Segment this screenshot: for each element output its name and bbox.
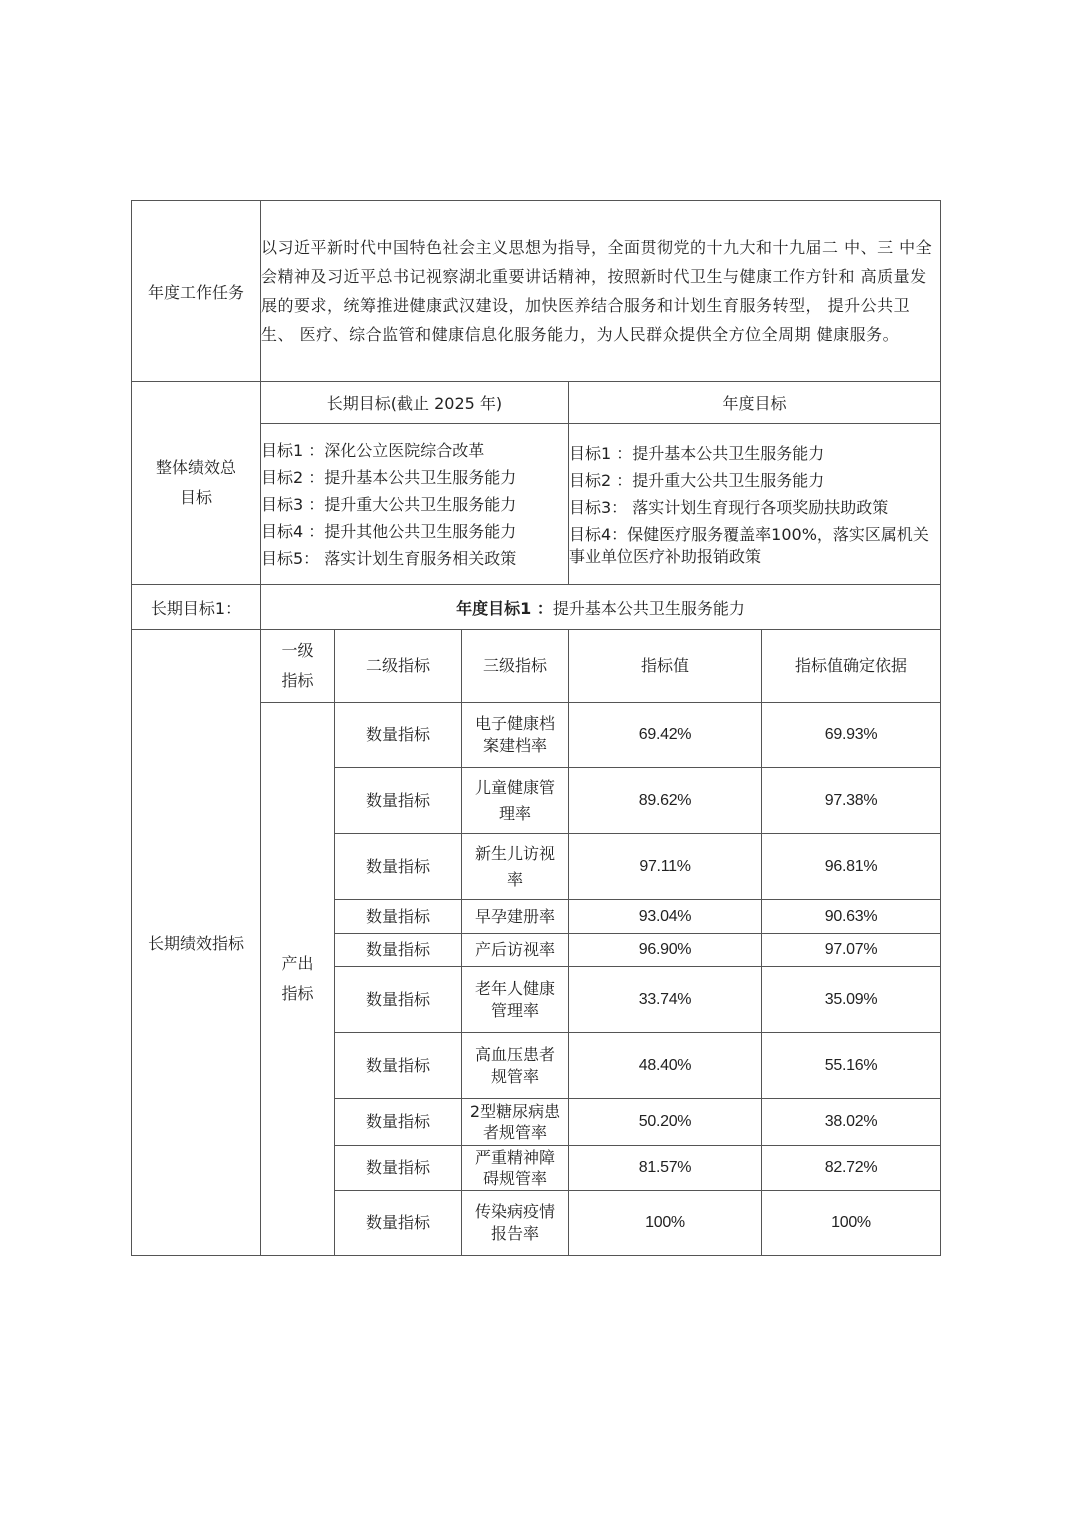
level3-text: 2型糖尿病患者规管率 [469,1102,561,1142]
level3-cell [462,967,569,1033]
basis-cell: 69.93% [762,703,941,768]
annual-goal-item: 目标4：保健医疗服务覆盖率100%，落实区属机关事业单位医疗补助报销政策 [569,525,929,566]
basis-cell: 38.02% [762,1099,941,1146]
long-term-goal-item: 目标2 ：提升基本公共卫生服务能力 [261,467,517,487]
level2-cell: 数量指标 [335,967,462,1033]
performance-table [131,200,941,1256]
overall-header-row [132,382,941,424]
level3-cell: 产后访视率 [462,934,569,967]
level2-cell: 数量指标 [335,934,462,967]
goal-row [132,585,941,630]
annual-goal-1-text: 提升基本公共卫生服务能力 [552,598,745,618]
level1-header-text: 一级指标 [281,641,314,690]
long-term-goal-header: 长期目标(截止 2025 年) [261,382,569,424]
value-cell: 93.04% [569,900,762,934]
level3-cell [462,1099,569,1146]
level1-value [261,703,335,1256]
level2-cell: 数量指标 [335,768,462,834]
value-cell: 81.57% [569,1146,762,1191]
long-term-goal-1-label: 长期目标1： [132,585,261,630]
level3-header: 三级指标 [462,630,569,703]
task-label: 年度工作任务 [132,201,261,382]
level3-cell [462,1033,569,1099]
level2-header: 二级指标 [335,630,462,703]
basis-cell: 35.09% [762,967,941,1033]
basis-cell: 55.16% [762,1033,941,1099]
value-cell: 100% [569,1191,762,1256]
level2-cell: 数量指标 [335,1191,462,1256]
long-term-goal-item: 目标1 ：深化公立医院综合改革 [261,440,485,460]
level3-cell [462,703,569,768]
annual-goal-list [569,424,941,585]
task-row [132,201,941,382]
value-cell: 48.40% [569,1033,762,1099]
basis-cell: 82.72% [762,1146,941,1191]
level2-cell: 数量指标 [335,1033,462,1099]
level3-text: 高血压患者规管率 [474,1044,555,1086]
annual-goal-item: 目标3： 落实计划生育现行各项奖励扶助政策 [569,498,889,517]
overall-label-text: 整体绩效总目标 [156,458,237,507]
long-term-goal-item: 目标3 ：提升重大公共卫生服务能力 [261,494,517,514]
level2-cell: 数量指标 [335,703,462,768]
level1-header [261,630,335,703]
annual-goal-item: 目标1 ：提升基本公共卫生服务能力 [569,444,825,463]
level1-value-text: 产出指标 [281,954,314,1003]
long-term-goal-list [261,424,569,585]
level2-cell: 数量指标 [335,834,462,900]
basis-cell: 100% [762,1191,941,1256]
level2-cell: 数量指标 [335,900,462,934]
value-cell: 89.62% [569,768,762,834]
overall-label [132,382,261,585]
long-term-goal-item: 目标5： 落实计划生育服务相关政策 [261,548,517,568]
basis-cell: 96.81% [762,834,941,900]
value-cell: 50.20% [569,1099,762,1146]
level3-text: 老年人健康管理率 [474,978,555,1020]
value-cell: 97.11% [569,834,762,900]
level3-cell [462,1191,569,1256]
level3-text: 新生儿访视率 [474,843,555,889]
basis-cell: 97.07% [762,934,941,967]
indicator-section-label: 长期绩效指标 [132,630,261,1256]
value-cell: 33.74% [569,967,762,1033]
level3-text: 儿童健康管理率 [474,777,555,823]
basis-cell: 90.63% [762,900,941,934]
level3-cell [462,1146,569,1191]
level3-cell [462,834,569,900]
task-text: 以习近平新时代中国特色社会主义思想为指导，全面贯彻党的十九大和十九届二 中、三 中全会精神及习近平总书记视察湖北重要讲话精神，按照新时代卫生与健康工作方针和 高质量发展的要求，统筹推进健康武汉建设，加快医养结合服务和计划生育服务转型， 提升公共卫生、 医疗、综合监管和健康信息化服务能力，为人民群众提供全方位全周期 健康服务。 [261,201,941,382]
level3-text: 严重精神障碍规管率 [474,1148,555,1188]
level2-cell: 数量指标 [335,1146,462,1191]
value-cell: 96.90% [569,934,762,967]
annual-goal-1-prefix: 年度目标1 ： [456,598,553,618]
basis-cell: 97.38% [762,768,941,834]
annual-goal-1 [261,585,941,630]
level2-cell: 数量指标 [335,1099,462,1146]
value-header: 指标值 [569,630,762,703]
level3-text: 传染病疫情报告率 [474,1202,555,1243]
long-term-goal-item: 目标4 ：提升其他公共卫生服务能力 [261,521,517,541]
basis-header: 指标值确定依据 [762,630,941,703]
indicator-header-row [132,630,941,703]
level3-text: 电子健康档案建档率 [474,714,555,755]
level3-cell [462,768,569,834]
annual-goal-item: 目标2 ：提升重大公共卫生服务能力 [569,471,825,490]
level3-cell: 早孕建册率 [462,900,569,934]
annual-goal-header: 年度目标 [569,382,941,424]
value-cell: 69.42% [569,703,762,768]
